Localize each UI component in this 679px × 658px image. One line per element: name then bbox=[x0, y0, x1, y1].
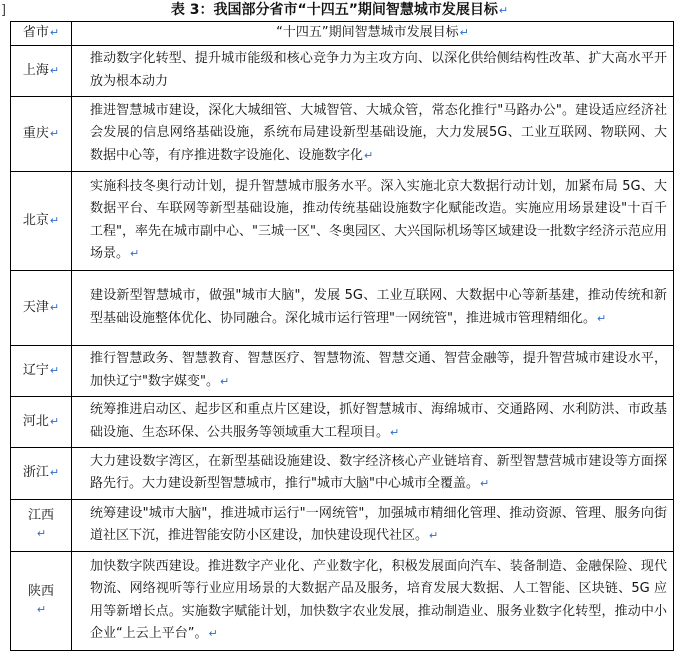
table-row bbox=[11, 96, 674, 171]
province-cell: 辽宁↵ bbox=[11, 345, 72, 396]
goal-cell: 实施科技冬奥行动计划，提升智慧城市服务水平。深入实施北京大数据行动计划，加紧布局 5G、大数据平台、车联网等新型基础设施，推动传统基础设施数字化赋能改造。实施应用场景建设"十百千工程"，率先在城市副中心、"三城一区"、冬奥园区、大兴国际机场等区域建设一批数字经济示范应用场景。↵ bbox=[72, 171, 674, 270]
province-cell: 北京↵ bbox=[11, 171, 72, 270]
bracket-mark: ] bbox=[1, 3, 7, 18]
return-mark-icon: ↵ bbox=[49, 414, 60, 428]
province-cell: 上海↵ bbox=[11, 45, 72, 96]
province-cell: 天津↵ bbox=[11, 270, 72, 345]
return-mark-icon: ↵ bbox=[49, 300, 60, 314]
return-mark-icon: ↵ bbox=[596, 311, 607, 325]
table-row bbox=[11, 171, 674, 270]
table-row bbox=[11, 551, 674, 650]
goal-cell: 加快数字陕西建设。推进数字产业化、产业数字化，积极发展面向汽车、装备制造、金融保险、现代物流、网络视听等行业应用场景的大数据产品及服务，培育发展大数据、人工智能、区块链、5G 应用等新增长点。实施数字赋能计划，加快数字农业发展，推动制造业、服务业数字化转型，推动中小企业“上云上平台”。↵ bbox=[72, 551, 674, 650]
goal-cell: 推动数字化转型、提升城市能级和核心竞争力为主攻方向、以深化供给侧结构性改革、扩大高水平开放为根本动力 bbox=[72, 45, 674, 96]
return-mark-icon: ↵ bbox=[459, 26, 469, 39]
smart-city-goals-table bbox=[10, 21, 674, 651]
table-row bbox=[11, 345, 674, 396]
table-row bbox=[11, 45, 674, 96]
table-header-row bbox=[11, 22, 674, 46]
goal-cell: 建设新型智慧城市，做强"城市大脑"，发展 5G、工业互联网、大数据中心等新基建，推动传统和新型基础设施整体优化、协同融合。深化城市运行管理"一网统管"，推进城市管理精细化。↵ bbox=[72, 270, 674, 345]
return-mark-icon: ↵ bbox=[36, 602, 47, 616]
return-mark-icon: ↵ bbox=[49, 63, 60, 77]
table-row bbox=[11, 396, 674, 447]
table-row bbox=[11, 270, 674, 345]
table-row bbox=[11, 447, 674, 499]
return-mark-icon: ↵ bbox=[364, 148, 374, 162]
table-title-text: 表 3：我国部分省市“十四五”期间智慧城市发展目标 bbox=[170, 2, 498, 18]
return-mark-icon: ↵ bbox=[130, 247, 140, 260]
header-goal: “十四五”期间智慧城市发展目标↵ bbox=[72, 22, 674, 46]
province-cell: 陕西 ↵ bbox=[11, 551, 72, 650]
return-mark-icon: ↵ bbox=[49, 213, 60, 227]
return-mark-icon: ↵ bbox=[49, 126, 60, 140]
return-mark-icon: ↵ bbox=[479, 477, 490, 490]
province-cell: 江西 ↵ bbox=[11, 499, 72, 551]
goal-cell: 统筹建设"城市大脑"，推进城市运行"一网统管"，加强城市精细化管理、推动资源、管理、服务向街道社区下沉，推进智能安防小区建设，加快建设现代社区。↵ bbox=[72, 499, 674, 551]
return-mark-icon: ↵ bbox=[49, 26, 60, 40]
goal-cell: 推行智慧政务、智慧教育、智慧医疗、智慧物流、智慧交通、智营金融等，提升智营城市建设水平，加快辽宁"数字媒变"。↵ bbox=[72, 345, 674, 396]
paragraph-mark-icon: ↵ bbox=[498, 4, 509, 17]
return-mark-icon: ↵ bbox=[36, 527, 47, 540]
table-row bbox=[11, 499, 674, 551]
header-province: 省市↵ bbox=[11, 22, 72, 46]
return-mark-icon: ↵ bbox=[208, 627, 218, 640]
goal-cell: 推进智慧城市建设，深化大城细管、大城智管、大城众管，常态化推行"马路办公"。建设适应经济社会发展的信息网络基础设施，系统布局建设新型基础设施，大力发展5G、工业互联网、物联网、大数据中心等，有序推进数字设施化、设施数字化↵ bbox=[72, 96, 674, 171]
return-mark-icon: ↵ bbox=[49, 466, 60, 479]
table-title bbox=[0, 2, 679, 19]
province-cell: 河北↵ bbox=[11, 396, 72, 447]
return-mark-icon: ↵ bbox=[219, 374, 230, 388]
goal-cell: 大力建设数字湾区，在新型基础设施建设、数字经济核心产业链培育、新型智慧营城市建设等方面探路先行。大力建设新型智慧城市，推行"城市大脑"中心城市全覆盖。↵ bbox=[72, 447, 674, 499]
province-cell: 浙江↵ bbox=[11, 447, 72, 499]
goal-cell: 统筹推进启动区、起步区和重点片区建设，抓好智慧城市、海绵城市、交通路网、水利防洪、市政基础设施、生态环保、公共服务等领域重大工程项目。↵ bbox=[72, 396, 674, 447]
return-mark-icon: ↵ bbox=[49, 363, 60, 377]
return-mark-icon: ↵ bbox=[390, 425, 400, 439]
province-cell: 重庆↵ bbox=[11, 96, 72, 171]
return-mark-icon: ↵ bbox=[429, 529, 439, 542]
